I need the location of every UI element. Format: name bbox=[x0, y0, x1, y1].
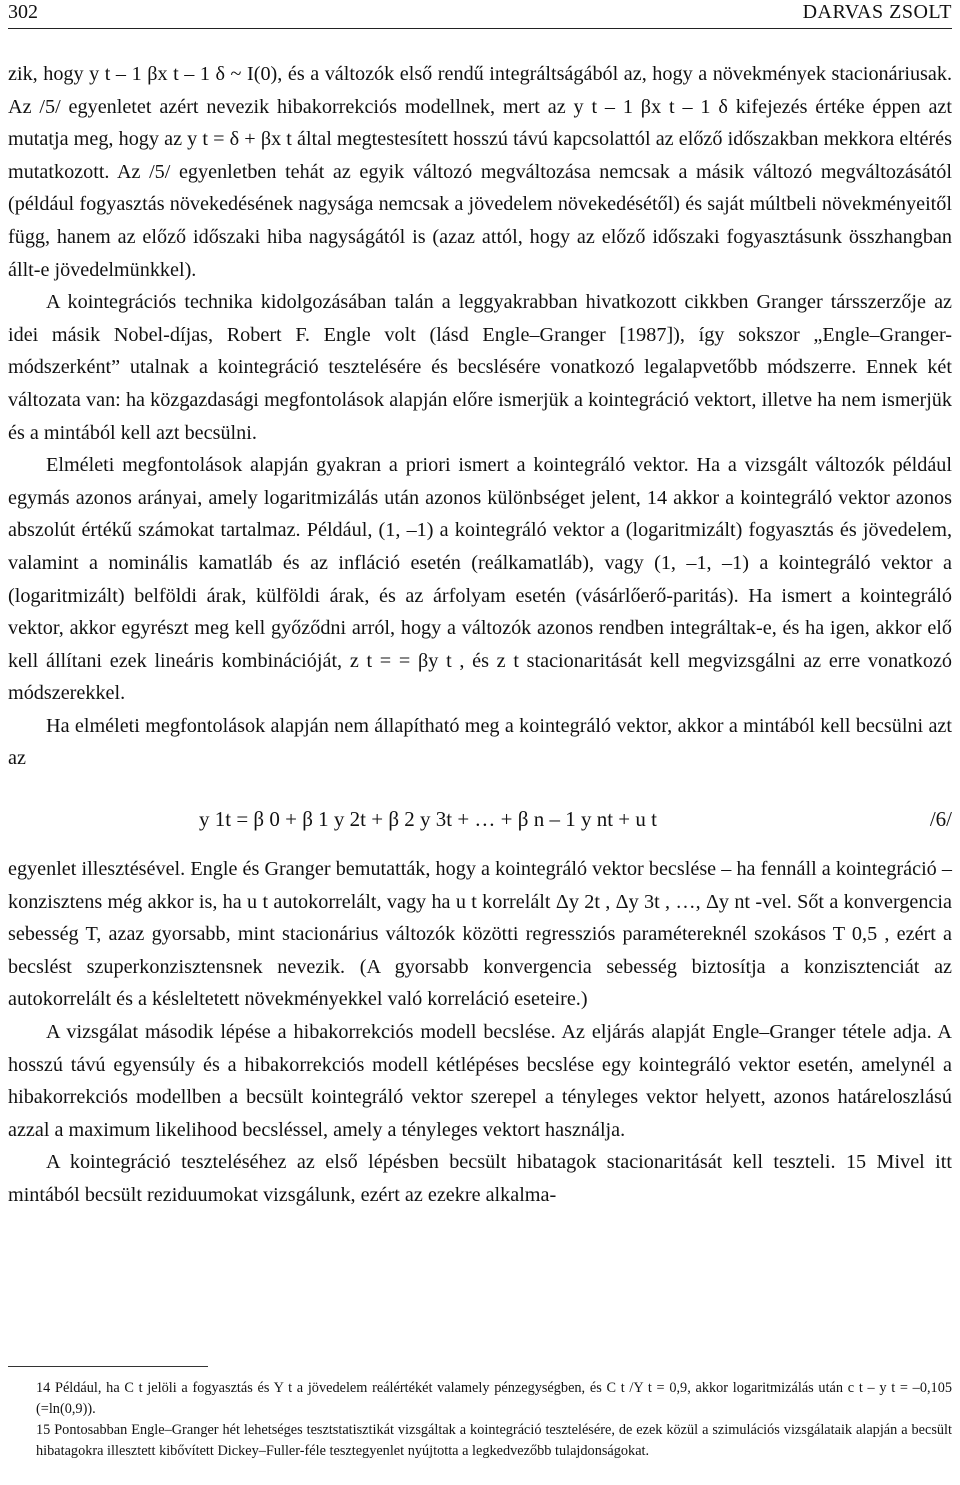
footnote-15: 15 Pontosabban Engle–Granger hét lehetséges tesztstatisztikát vizsgáltak a kointegráció tesztelésére, de ezek közül a szimulációs vizsgálataik alapján a becsült hibatagokra illesztett kibővített Dickey–Fuller-féle tesztegyenlet nyújtotta a legkedvezőbb tulajdonságokat. bbox=[36, 1422, 952, 1459]
footnote-14: 14 Például, ha C t jelöli a fogyasztás és Y t a jövedelem reálértékét valamely pénzegységben, és C t /Y t = 0,9, akkor logaritmizálás után c t – y t = –0,105 (=ln(0,9)). bbox=[36, 1380, 952, 1417]
paragraph-7: A kointegráció teszteléséhez az első lépésben becsült hibatagok stacionaritását kell teszteli. 15 Mivel itt mintából becsült reziduumokat vizsgálunk, ezért az ezekre alkalma- bbox=[8, 1151, 952, 1206]
footnote-separator bbox=[8, 1366, 208, 1367]
paragraph-6: A vizsgálat második lépése a hibakorrekciós modell becslése. Az eljárás alapját Engle–Granger tétele adja. A hosszú távú egyensúly és a hibakorrekciós modell kétlépéses becslése egy kointegráló vektor esetén, amelynél a hibakorrekciós modellben a becsült kointegráló vektor szerepel a tényleges vektor helyett, azonos határeloszlású azzal a maximum likelihood becsléssel, amely a tényleges vektort használja. bbox=[8, 1021, 952, 1141]
equation-number: /6/ bbox=[929, 807, 952, 832]
main-text bbox=[8, 58, 952, 1212]
running-head-author: DARVAS ZSOLT bbox=[802, 1, 952, 23]
equation-formula: y 1t = β 0 + β 1 y 2t + β 2 y 3t + … + β n – 1 y nt + u t bbox=[199, 807, 657, 832]
paragraph-1: zik, hogy y t – 1 βx t – 1 δ ~ I(0), és a változók első rendű integráltságából az, hogy a növekmények stacionáriusak. Az /5/ egyenletet azért nevezik hibakorrekciós modellnek, mert az y t – 1 βx t – 1 δ kifejezés értéke éppen azt mutatja meg, hogy az y t = δ + βx t által megtestesített hosszú távú kapcsolattól az előző időszakban mekkora eltérés mutatkozott. Az /5/ egyenletben tehát az egyik változó megváltozása nemcsak a másik változó megváltozásától (például fogyasztás növekedésének nagysága nemcsak a jövedelem növekedésétől) és saját múltbeli növekményeitől függ, hanem az előző időszaki hiba nagyságától is (azaz attól, hogy az előző időszaki fogyasztásunk összhangban állt-e jövedelmünkkel). bbox=[8, 63, 953, 281]
paragraph-5: egyenlet illesztésével. Engle és Granger bemutatták, hogy a kointegráló vektor becslése – ha fennáll a kointegráció – konzisztens még akkor is, ha u t autokorrelált, vagy ha u t korrelált Δy 2t , Δy 3t , …, Δy nt -vel. Sőt a konvergencia sebesség T, azaz gyorsabb, mint stacionárius változók közötti regressziós paramétereknél szokásos T 0,5 , ezért a becslést szuperkonzisztensnek nevezik. (A gyorsabb konvergencia sebesség biztosítja a konzisztenciát az autokorrelált és a késleltetett növekményekkel való korreláció eseteire.) bbox=[8, 858, 952, 1011]
paragraph-2: A kointegrációs technika kidolgozásában talán a leggyakrabban hivatkozott cikkben Granger társszerzője az idei másik Nobel-díjas, Robert F. Engle volt (lásd Engle–Granger [1987]), így sokszor „Engle–Granger-módszerként” utalnak a kointegráció tesztelésére és becslésére vonatkozó legalapvetőbb módszerre. Ennek két változata van: ha közgazdasági megfontolások alapján előre ismerjük a kointegráció vektort, illetve ha nem ismerjük és a mintából kell azt becsülni. bbox=[8, 291, 952, 444]
paragraph-4: Ha elméleti megfontolások alapján nem állapítható meg a kointegráló vektor, akkor a mintából kell becsülni azt az bbox=[8, 714, 952, 770]
equation-6 bbox=[8, 789, 952, 853]
page-number: 302 bbox=[8, 1, 38, 23]
page-header bbox=[8, 0, 952, 29]
footnotes bbox=[8, 1378, 952, 1462]
paragraph-3: Elméleti megfontolások alapján gyakran a priori ismert a kointegráló vektor. Ha a vizsgált változók például egymás azonos arányai, amely logaritmizálás után azonos különbséget jelent, 14 akkor a kointegráló vektor azonos abszolút értékű számokat tartalmaz. Például, (1, –1) a kointegráló vektor a (logaritmizált) fogyasztás és jövedelem, valamint a nominális kamatláb és az infláció esetén (reálkamatláb), vagy (1, –1, –1) a kointegráló vektor a (logaritmizált) belföldi árak, külföldi árak, és az árfolyam esetén (vásárlőerő-paritás). Ha ismert a kointegráló vektor, akkor egyrészt meg kell győződni arról, hogy a változók azonos rendben integráltak-e, és ha igen, akkor elő kell állítani ezek lineáris kombinációját, z t = = βy t , és z t stacionaritását kell megvizsgálni az erre vonatkozó módszerekkel. bbox=[8, 454, 952, 705]
